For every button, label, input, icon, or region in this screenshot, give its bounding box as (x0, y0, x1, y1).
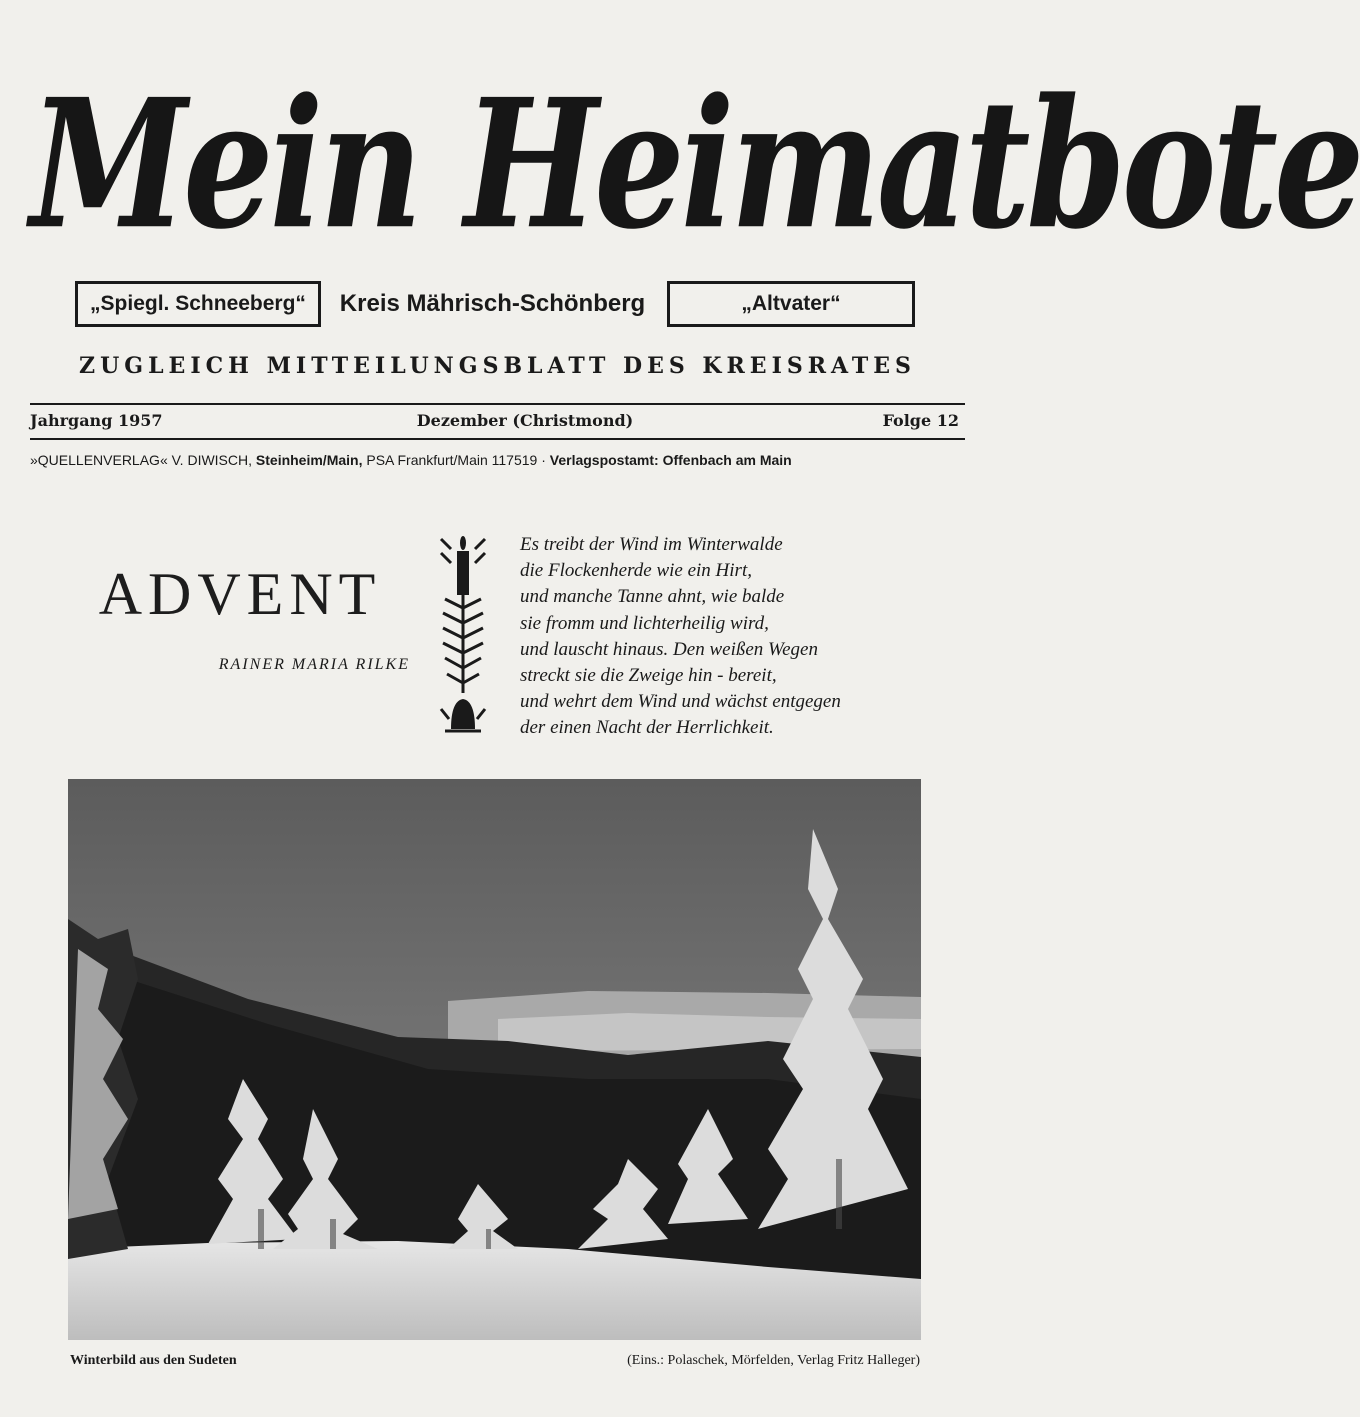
candle-ornament-icon (437, 533, 489, 739)
poem-line: der einen Nacht der Herrlichkeit. (520, 717, 774, 739)
subtitle-row (75, 281, 915, 327)
bottom-rule (30, 438, 965, 440)
subtitle-kreis: Kreis Mährisch-Schönberg (339, 290, 646, 317)
poem-line: und lauscht hinaus. Den weißen Wegen (520, 638, 818, 660)
publisher-verlag: »QUELLENVERLAG« V. DIWISCH, (30, 452, 253, 468)
winter-landscape-photo (68, 779, 921, 1340)
photo-caption: Winterbild aus den Sudeten (70, 1353, 237, 1368)
issue-year: Jahrgang 1957 (30, 411, 163, 430)
poem-line: und manche Tanne ahnt, wie balde (520, 586, 785, 608)
subtitle-right-box: „Altvater“ (667, 281, 915, 327)
publisher-postamt-label: Verlagspostamt: (549, 452, 659, 468)
publisher-line (30, 452, 965, 468)
subtitle-left-box: „Spiegl. Schneeberg“ (75, 281, 321, 327)
masthead (30, 50, 1360, 280)
photo-credit: (Eins.: Polaschek, Mörfelden, Verlag Fritz Halleger) (627, 1353, 920, 1368)
issue-row (30, 409, 965, 435)
mitteilung-heading: ZUGLEICH MITTEILUNGSBLATT DES KREISRATES (79, 353, 916, 379)
issue-month: Dezember (Christmond) (416, 411, 634, 430)
masthead-title: Mein Heimatbote (30, 61, 1360, 269)
poem-text (520, 532, 960, 742)
poem-author: RAINER MARIA RILKE (218, 656, 410, 673)
issue-folge: Folge 12 (882, 411, 959, 430)
poem-line: Es treibt der Wind im Winterwalde (520, 534, 783, 555)
poem-line: die Flockenherde wie ein Hirt, (520, 560, 752, 582)
publisher-postamt: Offenbach am Main (662, 452, 792, 468)
poem-line: sie fromm und lichterheilig wird, (520, 612, 769, 634)
poem-line: streckt sie die Zweige hin - bereit, (520, 665, 777, 687)
top-rule (30, 403, 965, 405)
publisher-ort: Steinheim/Main, (255, 452, 363, 468)
poem-title: ADVENT (98, 561, 382, 627)
poem-line: und wehrt dem Wind und wächst entgegen (520, 691, 841, 713)
publisher-psa: PSA Frankfurt/Main 117519 · (366, 452, 546, 468)
